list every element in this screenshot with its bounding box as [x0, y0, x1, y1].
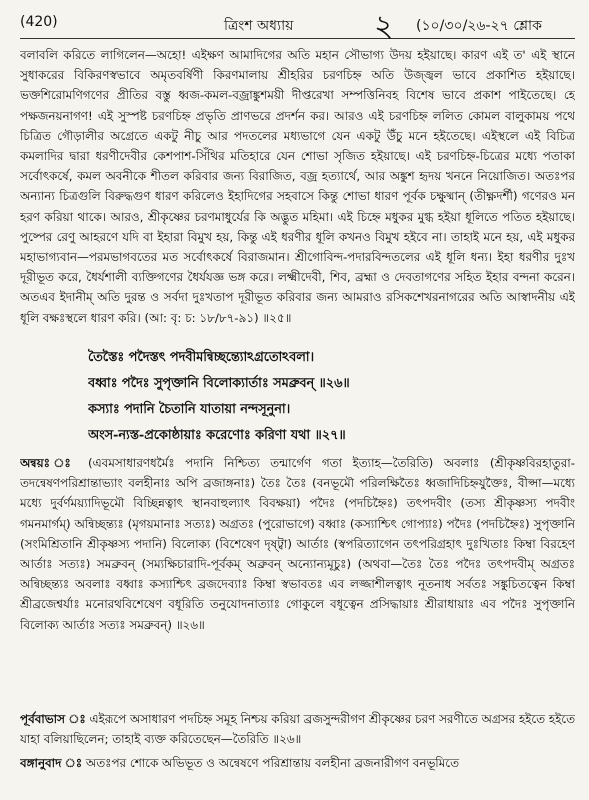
anvaya-label: অন্বয়ঃ ঃ: [20, 456, 78, 470]
verse-reference: (১০/৩০/২৬-২৭ শ্লোক: [416, 18, 542, 34]
purvabhas-text: এইরূপে অসাধারণ পদচিহ্ন সমূহ নিশ্চয় করিয়া ব্রজসুন্দরীগণ শ্রীকৃষ্ণের চরণ সরণীতে অগ্রসর হইতে হইতে যাহা বলিয়াছিলেন; তাহাই ব্যক্ত করিতেছেন—তৈরিতি ॥২৬॥: [20, 712, 575, 747]
anvaya-text: (এবমসাধারণধর্মৈঃ পদানি নিশ্চিত্য তন্মার্গেণ গতা ইত্যাহ—তৈরিতি) অবলাঃ (শ্রীকৃষ্ণবিরহাতুরা-তদন্বেষণপরিশ্রান্তাভ্যাং বলহীনাঃ অপি ব্রজাঙ্গনাঃ) তৈঃ তৈঃ (বনভূমৌ পরিলক্ষিতৈঃ ধ্বজাদিচিহ্নযুক্তৈঃ, বীপ্সা—মধ্যে মধ্যে দুর্বর্ণময়্যাদিভূমৌ বিচ্ছিন্নত্বাৎ স্থানবাহুল্যাৎ বিবক্ষয়া) পদৈঃ (পদচিহ্নৈঃ) তৎপদবীং (তস্য শ্রীকৃষ্ণস্য পদবীং গমনমার্গম্) অন্বিচ্ছন্ত্যঃ (মৃগয়মানাঃ সত্যঃ) অগ্রতঃ (পুরোভাগে) বধ্বাঃ (কস্যাশ্চিৎ গোপ্যাঃ) পদৈঃ (পদচিহ্নৈঃ) সুপৃক্তানি (সংমিশ্রিতানি শ্রীকৃষ্ণস্য পদানি) বিলোক্য (বিশেষেণ দৃষ্ট্বা) আর্তাঃ (স্বপরিত্যাগেন তৎপরিগ্রহাৎ দুঃখিতাঃ কিম্বা বিরহেণ আর্তাঃ সত্যঃ) সমব্রুবন্ (সম্যক্ষিচারাদি-পূর্বকম্ অব্রুবন্ অন্যোন্যমূচুঃ) (অথবা—তৈঃ তৈঃ পদৈঃ তৎপদবীম্ অগ্রতঃ অন্বিচ্ছন্ত্যঃ অবলাঃ বধ্বাঃ কস্যাশ্চিৎ ব্রজদেব্যাঃ কিম্বা স্বভাবতঃ এব লজ্জাশীলত্বাৎ নূতনাধ সর্বতঃ সঙ্কুচিতত্বেন কিম্বা শ্রীব্রজেশ্বর্যাঃ মনোরথবিশেষেণ বধূরিতি তনুযোদনাত্যাঃ গোকুলে বধূত্বেন প্রসিদ্ধায়াঃ শ্রীরাধায়াঃ এব পদৈঃ সুপৃক্তানি বিলোক্য আর্তাঃ সত্যঃ সমব্রুবন্) ॥২৬॥: [20, 456, 575, 632]
chapter-title: ত্রিংশ অধ্যায়: [224, 18, 294, 34]
banganubad-label: বঙ্গানুবাদ ঃ: [20, 756, 83, 770]
verse-line: অংস-ন্যস্ত-প্রকোষ্ঠায়াঃ করেণোঃ করিণা যথা ॥২৭॥: [88, 428, 346, 443]
commentary-paragraph: বলাবলি করিতে লাগিলেন—অহো! এইক্ষণ আমাদিগের অতি মহান সৌভাগ্য উদয় হইয়াছে। কারণ এই ত' এই স্থানে সুধাকরের বিকিরণস্বভাবে অমৃতবর্ষিণী কিরণমালায় শ্রীহরির চরণচিহ্ন অতি উজ্জ্বল ভাবে প্রকাশিত হইয়াছে। ভক্তশিরোমণিগণের প্রীতির বস্তু ধ্বজ-কমল-বজ্রাঙ্কুশময়ী দীপ্তরেখা সম্পত্তিনিবহ বিশেষ ভাবে প্রকাশ পাইতেছে। হে পক্ষজনয়নাগণ! এই সুস্পষ্ট চরণচিহ্ন প্রভৃতি প্রাণভরে প্রদর্শন কর। আরও এই চরণচিহ্ন ললিত কোমল বালুকাময় পথে চিত্রিত গৌড়ালীর অগ্রেতে একটু নীচু আর পদতলের মধ্যভাগে যেন একটু উঁচু মনে হইতেছে। এইস্থলে এই বিচিত্র কমলাদির দ্বারা ধরণীদেবীর কেশপাশ-সিঁথির মতিহারে যেন শোভা সৃজিত হইয়াছে। এই চরণচিহ্ন-চিত্রের মধ্যে পতাকা সর্বোৎকর্ষে, কমল অবনীকে শীতল করিবার জন্য বিরাজিত, বজ্র হত্যার্থে, আর অঙ্কুশ হৃদয় খননে নিয়োজিত। অতঃপর অন্যান্য চিত্রগুলি বিরুদ্ধগুণ ধারণ করিলেও ইহাদিগের সহবাসে কিন্তু শোভা ধারণ পূর্বক চক্ষুষ্মান্ (তীক্ষ্ণদর্শী) গণেরও মন হরণ করিয়া থাকে। আরও, শ্রীকৃষ্ণের চরণমাধুর্যের কি অদ্ভুত মহিমা। এই চিহ্নে মধুকর মুগ্ধ হইয়া ধূলিতে পতিত হইয়াছে। পুষ্পের রেণু আহরণে যদি বা ইহারা বিমুখ হয়, কিন্তু এই ধরণীর ধূলি কখনও বিমুখ হইবে না। তাহাই মনে হয়, এই মধুকর মহাভাগ্যবান—পরমভাগবতের মত সর্বোৎকর্ষে বিরাজমান। শ্রীগোবিন্দ-পদারবিন্দতলের এই ধূলি ধন্য। ইহা ধরণীর দুঃখ দূরীভূত করে, ধৈর্যশালী ব্যক্তিগণের ধৈর্যযজ্ঞ ভঙ্গ করে। লক্ষ্মীদেবী, শিব, ব্রহ্মা ও দেবতাগণের সহিত ইহার বন্দনা করেন। অতএব ইদানীম্ অতি দুরন্ত ও সর্বদা দুঃখতাপ দূরীভূত করিবার জন্য আমরাও রসিকশেখরনাগরের অতি আস্বাদনীয় এই ধূলি বক্ষঃস্থলে ধারণ করি। (আ: বৃ: চ: ১৮/৮৭-৯১) ॥২৫॥: [20, 48, 575, 325]
verse-line: কস্যাঃ পদানি চৈতানি যাতায়া নন্দসূনুনা।: [88, 402, 291, 417]
page-header: [20, 8, 575, 44]
purvabhas-section: [20, 709, 575, 751]
anvaya-section: [20, 453, 575, 703]
header-numeral: ২: [374, 9, 394, 44]
verse-line: তৈস্তৈঃ পদৈস্তৎ পদবীমন্বিচ্ছন্ত্যোঽগ্রতোঽবলা।: [88, 350, 315, 365]
page-number: (420): [20, 14, 58, 30]
sanskrit-verse: [88, 345, 575, 449]
banganubad-text: অতঃপর শোকে অভিভূত ও অন্বেষণে পরিশ্রান্তায় বলহীনা ব্রজনারীগণ বনভূমিতে: [85, 756, 460, 770]
banganubad-section: [20, 753, 575, 775]
purvabhas-label: পূর্ববাভাস ঃ: [20, 712, 86, 726]
verse-line: বধ্বাঃ পদৈঃ সুপৃক্তানি বিলোক্যার্তাঃ সমব্রুবন্ ॥২৬॥: [88, 376, 350, 391]
